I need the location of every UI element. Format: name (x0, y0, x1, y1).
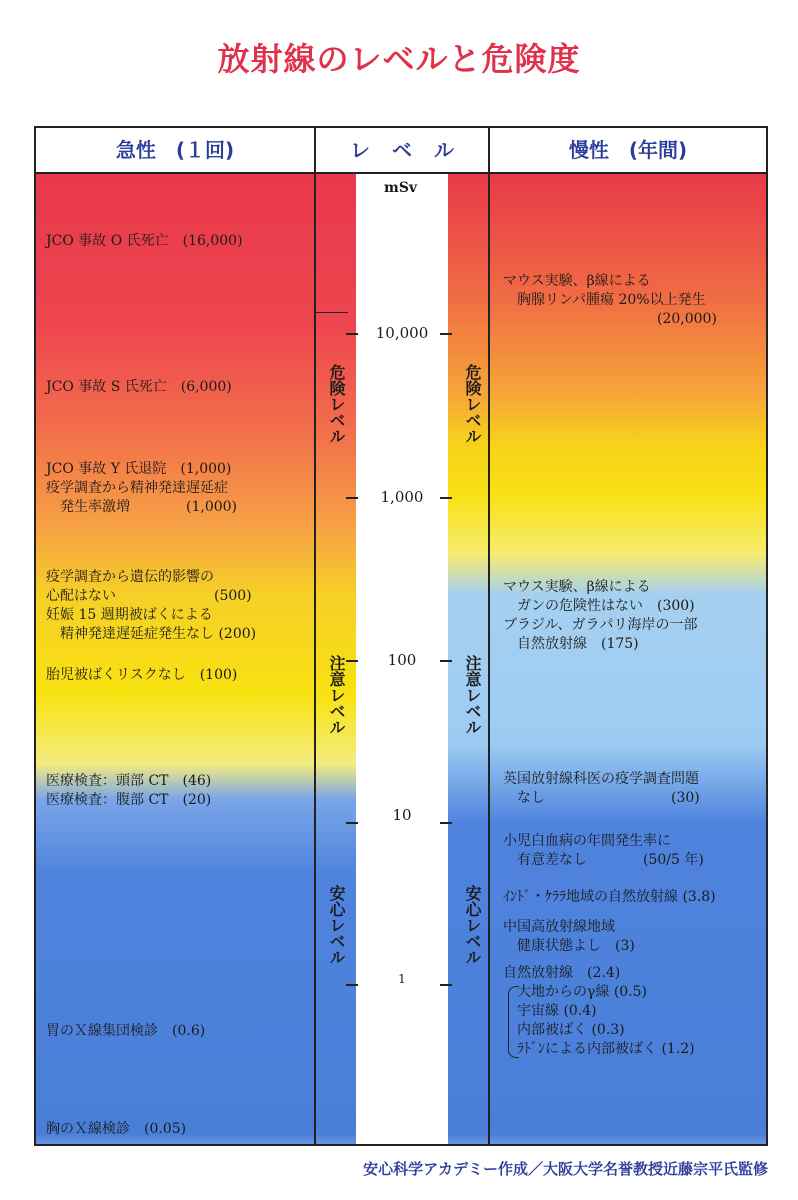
level-label-caution-right: 注意レベル (463, 655, 482, 735)
tick-label: 10,000 (375, 324, 429, 342)
tick-mark-left (346, 333, 358, 335)
acute-item: JCO 事故 Y 氏退院 (1,000) 疫学調査から精神発達遅延症 発生率激増 (1,000) (46, 461, 238, 515)
chronic-item: マウス実験、β線による 胸腺リンパ腫瘍 20%以上発生 (20,000) (503, 273, 717, 327)
acute-item: JCO 事故 S 氏死亡 (6,000) (46, 379, 232, 395)
acute-item: 疫学調査から遺伝的影響の 心配はない (500) 妊娠 15 週期被ばくによる 精神発達遅延症発生なし (200) (46, 569, 257, 642)
chronic-item: 中国高放射線地域 健康状態よし (3) (503, 919, 635, 954)
tick-mark-left (346, 497, 358, 499)
header-acute: 急性 (１回) (36, 128, 314, 172)
chronic-item: ｲﾝﾄﾞ・ｹﾗﾗ地域の自然放射線 (3.8) (503, 889, 716, 905)
acute-item: 胸のＸ線検診 (0.05) (46, 1121, 187, 1137)
acute-item: 胎児被ばくリスクなし (100) (46, 667, 238, 683)
level-label-safe-right: 安心レベル (463, 885, 482, 965)
footer-credit: 安心科学アカデミー作成／大阪大学名誉教授近藤宗平氏監修 (363, 1160, 768, 1178)
scale-unit: mSv (384, 180, 418, 196)
acute-item: 胃のＸ線集団検診 (0.6) (46, 1023, 206, 1039)
chronic-item: 小児白血病の年間発生率に 有意差なし (50/5 年) (503, 833, 704, 868)
tick-label: 1 (398, 972, 406, 986)
danger-boundary-line (314, 312, 348, 313)
level-label-danger-left: 危険レベル (327, 364, 346, 444)
level-label-caution-left: 注意レベル (327, 655, 346, 735)
tick-label: 100 (387, 651, 417, 669)
chronic-item: 英国放射線科医の疫学調査問題 なし (30) (503, 771, 700, 806)
chronic-item: 自然放射線 (2.4) 大地からのγ線 (0.5) 宇宙線 (0.4) 内部被ばく (0.3) ﾗﾄﾞﾝによる内部被ばく (1.2) (503, 965, 695, 1057)
acute-item: JCO 事故 O 氏死亡 (16,000) (46, 233, 243, 249)
tick-label: 10 (392, 806, 412, 824)
header-chronic: 慢性 (年間) (490, 128, 766, 172)
tick-mark-left (346, 822, 358, 824)
bracket-icon (508, 986, 519, 1058)
acute-item: 医療検査：頭部 CT (46) 医療検査：腹部 CT (20) (46, 773, 212, 808)
header-level: レベル (314, 128, 490, 172)
level-label-safe-left: 安心レベル (327, 885, 346, 965)
acute-column (36, 174, 314, 1144)
chronic-item: マウス実験、β線による ガンの危険性はない (300) ブラジル、ガラパリ海岸の一部 自然放射線 (175) (503, 579, 698, 652)
tick-label: 1,000 (380, 488, 424, 506)
level-label-danger-right: 危険レベル (463, 364, 482, 444)
page-title: 放射線のレベルと危険度 (217, 40, 581, 78)
